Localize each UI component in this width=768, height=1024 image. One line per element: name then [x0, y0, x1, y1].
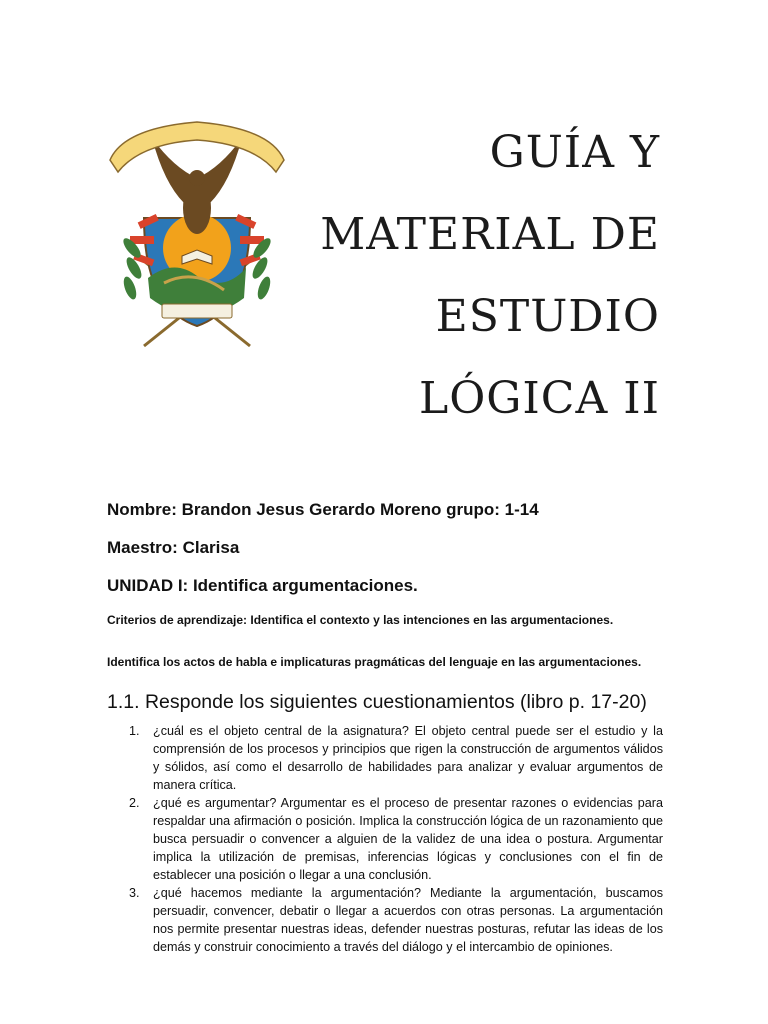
question-number: 2.: [129, 796, 140, 810]
unit-line: UNIDAD I: Identifica argumentaciones.: [107, 576, 418, 595]
student-info: [107, 496, 667, 610]
question-number: 3.: [129, 886, 140, 900]
list-item: [107, 722, 663, 794]
banner-icon: [110, 122, 284, 172]
question-text: ¿qué hacemos mediante la argumentación? Mediante la argumentación, buscamos persuadir, convencer, debatir o llegar a acuerdos con otras personas. La argumentación nos permite presentar nuestras ideas, defender nuestras posturas, refutar las ideas de los demás y construir conocimiento a través del diálogo y el intercambio de opiniones.: [153, 886, 663, 954]
question-text: ¿cuál es el objeto central de la asignatura? El objeto central puede ser el estudio y la comprensión de los procesos y principios que rigen la construcción de argumentos válidos y sólidos, así como el desarrollo de habilidades para analizar y evaluar argumentos de manera crítica.: [153, 724, 663, 792]
title-line-3: ESTUDIO: [435, 291, 660, 342]
title-line-2: MATERIAL DE: [320, 209, 660, 260]
learning-criteria-2: Identifica los actos de habla e implicaturas pragmáticas del lenguaje en las argumentaciones.: [107, 655, 642, 669]
learning-criteria: Criterios de aprendizaje: Identifica el contexto y las intenciones en las argumentaciones.: [107, 613, 614, 627]
section-heading: 1.1. Responde los siguientes cuestionamientos (libro p. 17-20): [107, 691, 647, 713]
university-seal-logo: [104, 108, 290, 354]
list-item: [107, 794, 663, 884]
question-number: 1.: [129, 724, 140, 738]
title-line-1: GUÍA Y: [489, 127, 660, 178]
student-name-line: Nombre: Brandon Jesus Gerardo Moreno grupo: 1-14: [107, 500, 539, 519]
teacher-line: Maestro: Clarisa: [107, 538, 240, 557]
document-title: [300, 112, 660, 440]
title-line-4: LÓGICA II: [418, 373, 660, 424]
question-list: [107, 722, 663, 956]
question-text: ¿qué es argumentar? Argumentar es el proceso de presentar razones o evidencias para respaldar una afirmación o posición. Implica la construcción lógica de un razonamiento que busca persuadir o convencer a alguien de la validez de una idea o postura. Argumentar implica la utilización de premisas, inferencias lógicas y conclusiones con el fin de establecer una posición o llegar a una conclusión.: [153, 796, 663, 882]
list-item: [107, 884, 663, 956]
